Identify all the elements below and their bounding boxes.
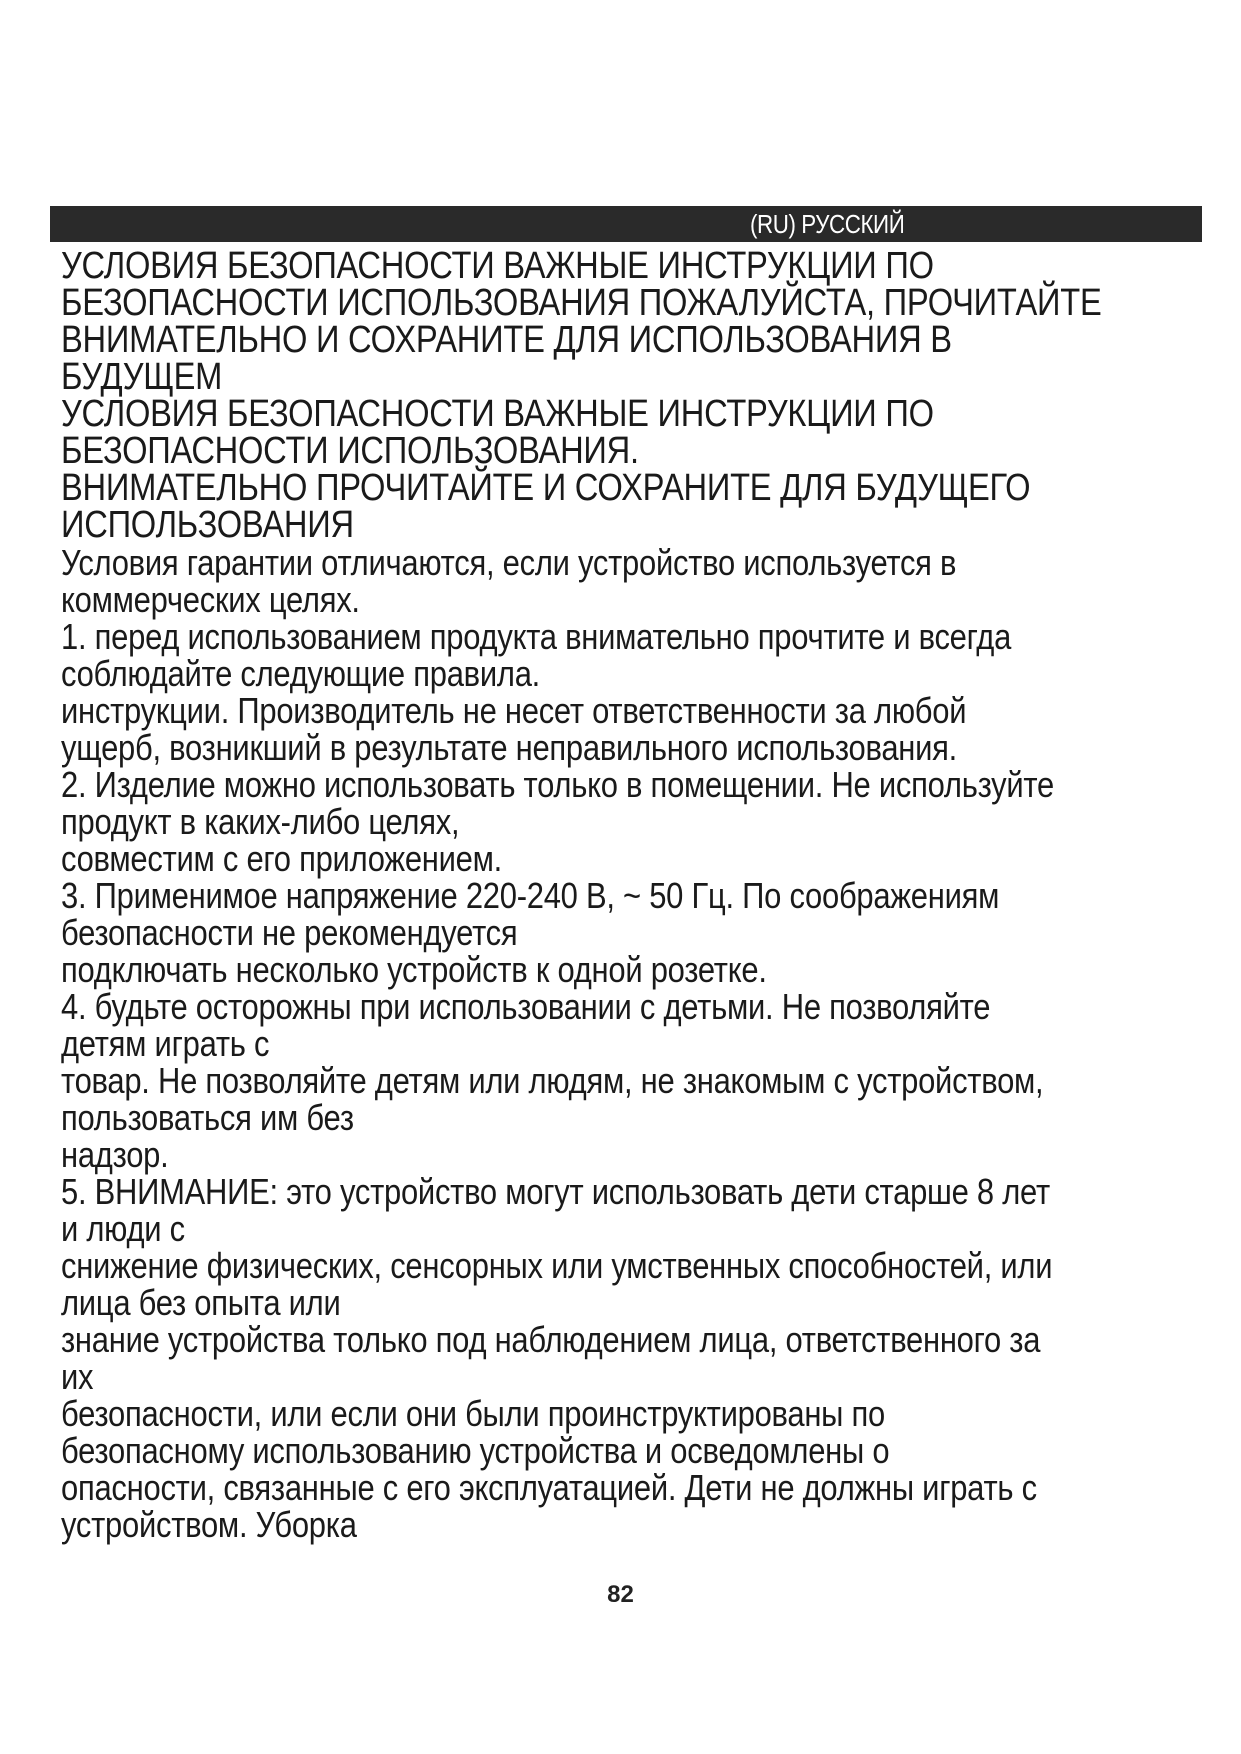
text-line: пользоваться им без — [61, 1097, 354, 1138]
text-line: надзор. — [61, 1134, 169, 1175]
text-line: УСЛОВИЯ БЕЗОПАСНОСТИ ВАЖНЫЕ ИНСТРУКЦИИ ПО — [61, 393, 934, 435]
text-line: УСЛОВИЯ БЕЗОПАСНОСТИ ВАЖНЫЕ ИНСТРУКЦИИ ПО — [61, 245, 934, 287]
text-line: БЕЗОПАСНОСТИ ИСПОЛЬЗОВАНИЯ. — [61, 430, 639, 472]
text-line: Условия гарантии отличаются, если устройство используется в — [61, 542, 957, 583]
text-line: БУДУЩЕМ — [61, 356, 223, 398]
text-line: знание устройства только под наблюдением лица, ответственного за — [61, 1319, 1041, 1360]
text-line: ущерб, возникший в результате неправильного использования. — [61, 727, 958, 768]
text-line: 3. Применимое напряжение 220-240 В, ~ 50 Гц. По соображениям — [61, 875, 1000, 916]
text-line: безопасному использованию устройства и осведомлены о — [61, 1430, 890, 1471]
text-line: ВНИМАТЕЛЬНО ПРОЧИТАЙТЕ И СОХРАНИТЕ ДЛЯ БУДУЩЕГО — [61, 467, 1031, 509]
text-line: ИСПОЛЬЗОВАНИЯ — [61, 504, 354, 546]
text-line: безопасности, или если они были проинструктированы по — [61, 1393, 885, 1434]
language-header-bar — [50, 206, 1202, 242]
text-line: безопасности не рекомендуется — [61, 912, 518, 953]
text-line: 2. Изделие можно использовать только в помещении. Не используйте — [61, 764, 1054, 805]
text-line: их — [61, 1356, 94, 1397]
text-line: устройством. Уборка — [61, 1504, 357, 1545]
text-line: совместим с его приложением. — [61, 838, 502, 879]
text-line: инструкции. Производитель не несет ответственности за любой — [61, 690, 967, 731]
text-line: БЕЗОПАСНОСТИ ИСПОЛЬЗОВАНИЯ ПОЖАЛУЙСТА, ПРОЧИТАЙТЕ — [61, 282, 1102, 324]
text-line: и люди с — [61, 1208, 185, 1249]
text-line: товар. Не позволяйте детям или людям, не знакомым с устройством, — [61, 1060, 1044, 1101]
text-line: лица без опыта или — [61, 1282, 341, 1323]
safety-instructions-text — [61, 245, 1236, 1545]
text-line: 1. перед использованием продукта внимательно прочтите и всегда — [61, 616, 1012, 657]
text-line: подключать несколько устройств к одной розетке. — [61, 949, 767, 990]
text-line: 4. будьте осторожны при использовании с детьми. Не позволяйте — [61, 986, 991, 1027]
language-label: (RU) РУССКИЙ — [750, 209, 905, 239]
text-line: опасности, связанные с его эксплуатацией. Дети не должны играть с — [61, 1467, 1037, 1508]
text-line: соблюдайте следующие правила. — [61, 653, 541, 694]
text-line: снижение физических, сенсорных или умственных способностей, или — [61, 1245, 1053, 1286]
text-line: ВНИМАТЕЛЬНО И СОХРАНИТЕ ДЛЯ ИСПОЛЬЗОВАНИЯ В — [61, 319, 952, 361]
text-line: 5. ВНИМАНИЕ: это устройство могут использовать дети старше 8 лет — [61, 1171, 1050, 1212]
page-number: 82 — [607, 1581, 634, 1608]
text-line: детям играть с — [61, 1023, 270, 1064]
text-line: коммерческих целях. — [61, 579, 360, 620]
text-line: продукт в каких-либо целях, — [61, 801, 460, 842]
